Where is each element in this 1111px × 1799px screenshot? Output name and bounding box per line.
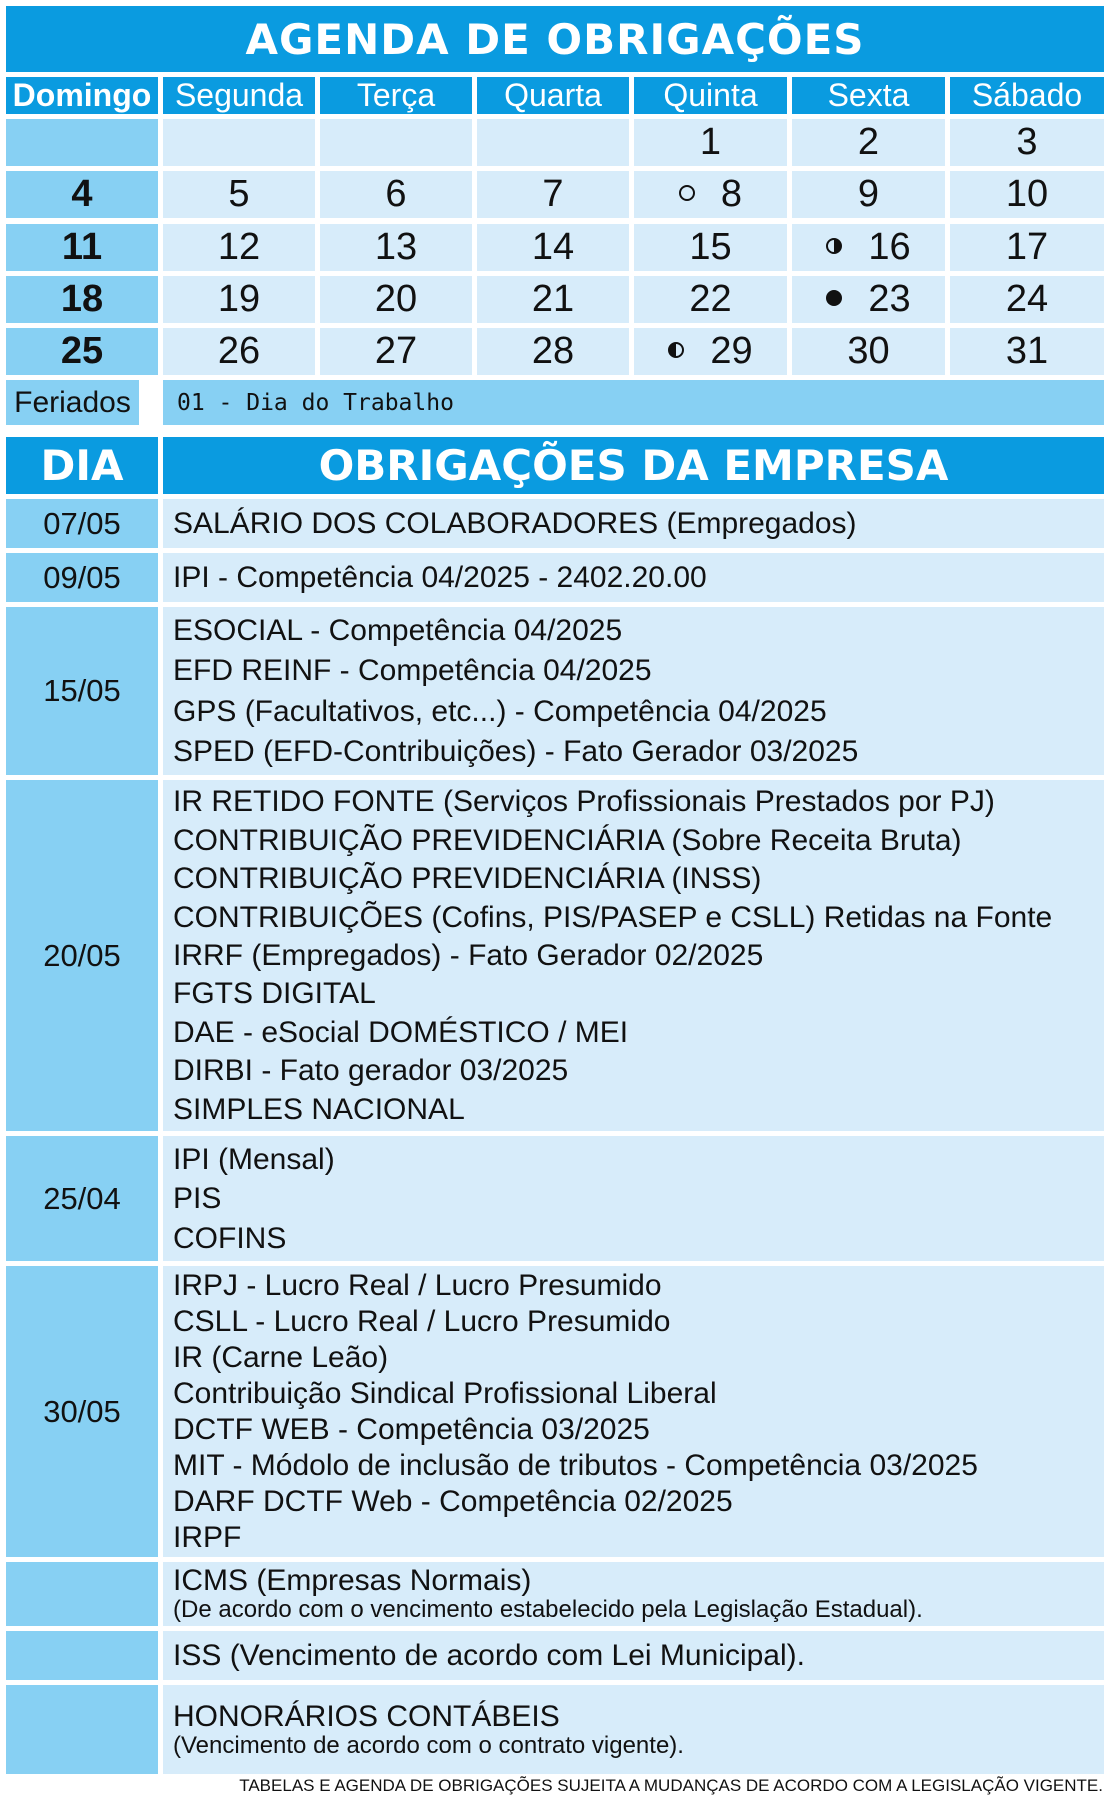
day-number: 3 (1016, 121, 1038, 163)
moon-half-icon (668, 342, 684, 358)
obligation-item: Contribuição Sindical Profissional Liberal (173, 1377, 717, 1410)
obligation-items (163, 1136, 1104, 1261)
calendar-day (163, 224, 315, 271)
calendar-day (950, 119, 1104, 166)
day-number: 2 (857, 121, 880, 163)
day-number: 26 (217, 330, 261, 372)
calendar-day (792, 328, 945, 375)
day-number: 28 (531, 330, 575, 372)
calendar-day (634, 119, 787, 166)
day-number: 8 (720, 173, 743, 215)
calendar-day (950, 171, 1104, 218)
obligation-date: 15/05 (6, 607, 158, 775)
obligation-item: SPED (EFD-Contribuições) - Fato Gerador 03/2025 (173, 734, 859, 768)
obligation-items (163, 780, 1104, 1131)
day-number: 10 (1005, 173, 1049, 215)
footnote: TABELAS E AGENDA DE OBRIGAÇÕES SUJEITA A MUDANÇAS DE ACORDO COM A LEGISLAÇÃO VIGENTE. (239, 1776, 1103, 1795)
calendar-day (163, 276, 315, 323)
obligation-items (163, 1685, 1104, 1774)
obligation-item: ISS (Vencimento de acordo com Lei Municipal). (173, 1639, 805, 1672)
day-number: 6 (385, 173, 407, 215)
calendar-day (477, 224, 629, 271)
obligation-item: IPI (Mensal) (173, 1142, 335, 1176)
day-number: 16 (868, 226, 911, 268)
day-number: 22 (689, 278, 732, 320)
day-number: 18 (60, 278, 104, 320)
obligation-item: GPS (Facultativos, etc...) - Competência 04/2025 (173, 694, 827, 728)
calendar-day (320, 328, 472, 375)
calendar-day (320, 224, 472, 271)
obligation-item: DCTF WEB - Competência 03/2025 (173, 1413, 650, 1446)
day-number: 20 (374, 278, 418, 320)
holidays-label: Feriados (6, 380, 139, 425)
obligation-item: EFD REINF - Competência 04/2025 (173, 654, 652, 688)
day-number: 9 (857, 173, 880, 215)
holidays-text: 01 - Dia do Trabalho (163, 380, 1104, 425)
day-number: 1 (699, 121, 722, 163)
day-number: 19 (217, 278, 261, 320)
obligation-item: MIT - Módolo de inclusão de tributos - Competência 03/2025 (173, 1449, 978, 1482)
calendar-day (6, 328, 158, 375)
obligation-item: CONTRIBUIÇÕES (Cofins, PIS/PASEP e CSLL) Retidas na Fonte (173, 900, 1053, 934)
calendar-day (320, 119, 472, 166)
weekday-header-2: Terça (320, 77, 472, 114)
calendar-day (320, 276, 472, 323)
day-number: 24 (1005, 278, 1049, 320)
calendar-day (634, 171, 787, 218)
obligation-item: FGTS DIGITAL (173, 977, 376, 1011)
obligation-item: IPI - Competência 04/2025 - 2402.20.00 (173, 561, 707, 594)
obligation-item: DARF DCTF Web - Competência 02/2025 (173, 1485, 733, 1518)
obligation-item: COFINS (173, 1221, 287, 1255)
obligation-item: SALÁRIO DOS COLABORADORES (Empregados) (173, 507, 857, 540)
obligation-date: 30/05 (6, 1266, 158, 1557)
day-number: 21 (531, 278, 575, 320)
obligation-date (6, 1685, 158, 1774)
obligation-date: 07/05 (6, 499, 158, 548)
weekday-header-0: Domingo (6, 77, 158, 114)
obligation-item: ICMS (Empresas Normais) (173, 1564, 532, 1598)
weekday-header-6: Sábado (950, 77, 1104, 114)
obligation-date: 25/04 (6, 1136, 158, 1261)
obligation-date: 09/05 (6, 553, 158, 602)
day-number: 12 (217, 226, 261, 268)
calendar-day (320, 171, 472, 218)
day-number: 17 (1005, 226, 1049, 268)
obligation-item: IRRF (Empregados) - Fato Gerador 02/2025 (173, 938, 764, 972)
day-number: 27 (374, 330, 418, 372)
day-number: 30 (847, 330, 890, 372)
weekday-header-4: Quinta (634, 77, 787, 114)
day-number: 14 (531, 226, 575, 268)
obligation-item: PIS (173, 1182, 222, 1215)
obligation-item: HONORÁRIOS CONTÁBEIS (173, 1699, 560, 1733)
obligation-item: CSLL - Lucro Real / Lucro Presumido (173, 1305, 671, 1338)
obligation-note: (De acordo com o vencimento estabelecido pela Legislação Estadual). (173, 1596, 923, 1624)
calendar-day (792, 171, 945, 218)
calendar-day (634, 276, 787, 323)
calendar-day (6, 276, 158, 323)
calendar-day (477, 119, 629, 166)
obligation-item: SIMPLES NACIONAL (173, 1092, 465, 1126)
day-number: 15 (689, 226, 732, 268)
day-number: 13 (374, 226, 418, 268)
day-column-header: DIA (6, 437, 158, 494)
day-number: 31 (1005, 330, 1049, 372)
obligation-items (163, 553, 1104, 602)
calendar-day (792, 276, 945, 323)
obligation-item: IRPJ - Lucro Real / Lucro Presumido (173, 1269, 662, 1302)
page-title: AGENDA DE OBRIGAÇÕES (6, 6, 1104, 72)
weekday-header-3: Quarta (477, 77, 629, 114)
day-number: 7 (542, 173, 564, 215)
calendar-day (6, 224, 158, 271)
obligation-items (163, 499, 1104, 548)
moon-half-icon (826, 238, 842, 254)
obligation-item: IR (Carne Leão) (173, 1341, 389, 1374)
obligation-item: ESOCIAL - Competência 04/2025 (173, 614, 623, 648)
obligation-items (163, 1266, 1104, 1557)
calendar-day (163, 328, 315, 375)
calendar-day (950, 224, 1104, 271)
obligation-item: IRPF (173, 1521, 242, 1554)
day-number: 4 (71, 173, 93, 215)
calendar-day (163, 171, 315, 218)
calendar-day (950, 328, 1104, 375)
obligation-items (163, 1631, 1104, 1680)
day-number: 5 (228, 173, 250, 215)
calendar-day (477, 276, 629, 323)
calendar-day (477, 171, 629, 218)
obligation-items (163, 607, 1104, 775)
obligation-item: DIRBI - Fato gerador 03/2025 (173, 1054, 569, 1088)
obligation-date (6, 1562, 158, 1626)
day-number: 29 (710, 330, 753, 372)
new-moon-icon (826, 290, 842, 306)
day-number: 25 (60, 330, 104, 372)
calendar-day (6, 171, 158, 218)
calendar-day (634, 328, 787, 375)
obligation-date: 20/05 (6, 780, 158, 1131)
obligation-date (6, 1631, 158, 1680)
obligation-item: CONTRIBUIÇÃO PREVIDENCIÁRIA (Sobre Receita Bruta) (173, 823, 962, 857)
obligation-item: DAE - eSocial DOMÉSTICO / MEI (173, 1015, 629, 1049)
day-number: 11 (61, 226, 103, 268)
weekday-header-1: Segunda (163, 77, 315, 114)
full-moon-icon (679, 185, 695, 201)
calendar-day (634, 224, 787, 271)
weekday-header-5: Sexta (792, 77, 945, 114)
calendar-day (6, 119, 158, 166)
calendar-day (477, 328, 629, 375)
obligations-column-header: OBRIGAÇÕES DA EMPRESA (163, 437, 1104, 494)
obligation-item: IR RETIDO FONTE (Serviços Profissionais Prestados por PJ) (173, 785, 995, 819)
obligation-note: (Vencimento de acordo com o contrato vigente). (173, 1731, 684, 1759)
obligation-item: CONTRIBUIÇÃO PREVIDENCIÁRIA (INSS) (173, 862, 762, 896)
obligation-items (163, 1562, 1104, 1626)
calendar-day (163, 119, 315, 166)
calendar-day (792, 224, 945, 271)
calendar-day (950, 276, 1104, 323)
calendar-day (792, 119, 945, 166)
day-number: 23 (868, 278, 911, 320)
